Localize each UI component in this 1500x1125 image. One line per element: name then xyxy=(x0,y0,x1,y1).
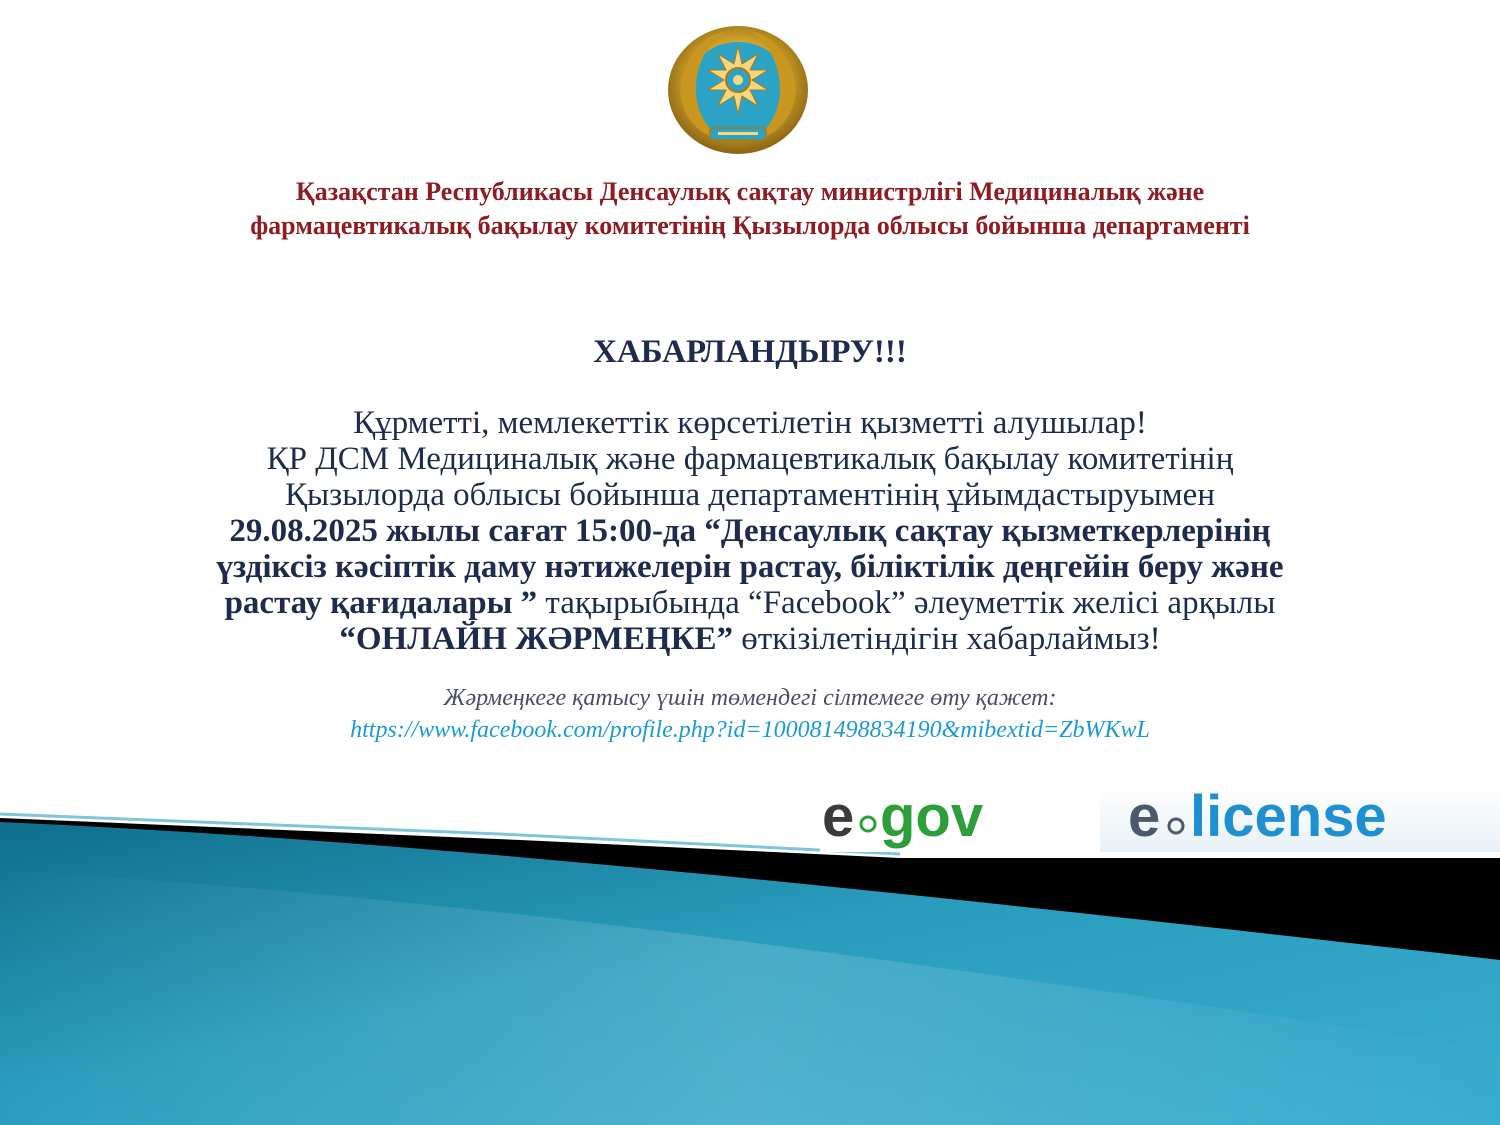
announcement-body xyxy=(80,405,1420,657)
body-line-2: ҚР ДСМ Медициналық және фармацевтикалық бақылау комитетінің xyxy=(266,441,1234,477)
participation-note: Жәрмеңкеге қатысу үшін төмендегі сілтемеге өту қажет: xyxy=(443,685,1057,711)
facebook-link[interactable]: https://www.facebook.com/profile.php?id=100081498834190&mibextid=ZbWKwL xyxy=(350,717,1150,743)
elicense-dot-icon xyxy=(1169,819,1183,833)
event-closing-text: өткізілетіндігін хабарлаймыз! xyxy=(733,621,1161,657)
organization-line-1: Қазақстан Республикасы Денсаулық сақтау министрлігі Медициналық және xyxy=(295,177,1205,206)
elicense-logo-prefix: e xyxy=(1128,786,1161,849)
egov-logo-text: gov xyxy=(880,786,984,849)
announcement-title: ХАБАРЛАНДЫРУ!!! xyxy=(593,334,907,370)
event-name: “ОНЛАЙН ЖӘРМЕҢКЕ” xyxy=(339,621,734,657)
egov-logo-prefix: e xyxy=(822,786,855,849)
event-topic-end: растау қағидалары ” xyxy=(224,585,538,621)
event-platform-text: тақырыбында “Facebook” әлеуметтік желісі арқылы xyxy=(537,585,1276,621)
event-topic-line: үздіксіз кәсіптік даму нәтижелерін растау, біліктілік деңгейін беру және xyxy=(216,549,1284,585)
body-line-3: Қызылорда облысы бойынша департаментінің ұйымдастыруымен xyxy=(285,477,1215,513)
state-emblem-icon xyxy=(666,24,810,156)
egov-logo xyxy=(820,786,1072,852)
organization-line-2: фармацевтикалық бақылау комитетінің Қызылорда облысы бойынша департаменті xyxy=(250,211,1250,240)
elicense-logo xyxy=(1100,786,1500,852)
decorative-wave-background xyxy=(0,810,1500,1125)
elicense-logo-text: license xyxy=(1190,786,1387,849)
organization-header xyxy=(150,175,1350,243)
event-date-line: 29.08.2025 жылы сағат 15:00-да “Денсаулық сақтау қызметкерлерінің xyxy=(229,513,1271,549)
egov-dot-icon xyxy=(861,817,875,831)
greeting-line: Құрметті, мемлекеттік көрсетілетін қызметті алушылар! xyxy=(353,405,1147,441)
